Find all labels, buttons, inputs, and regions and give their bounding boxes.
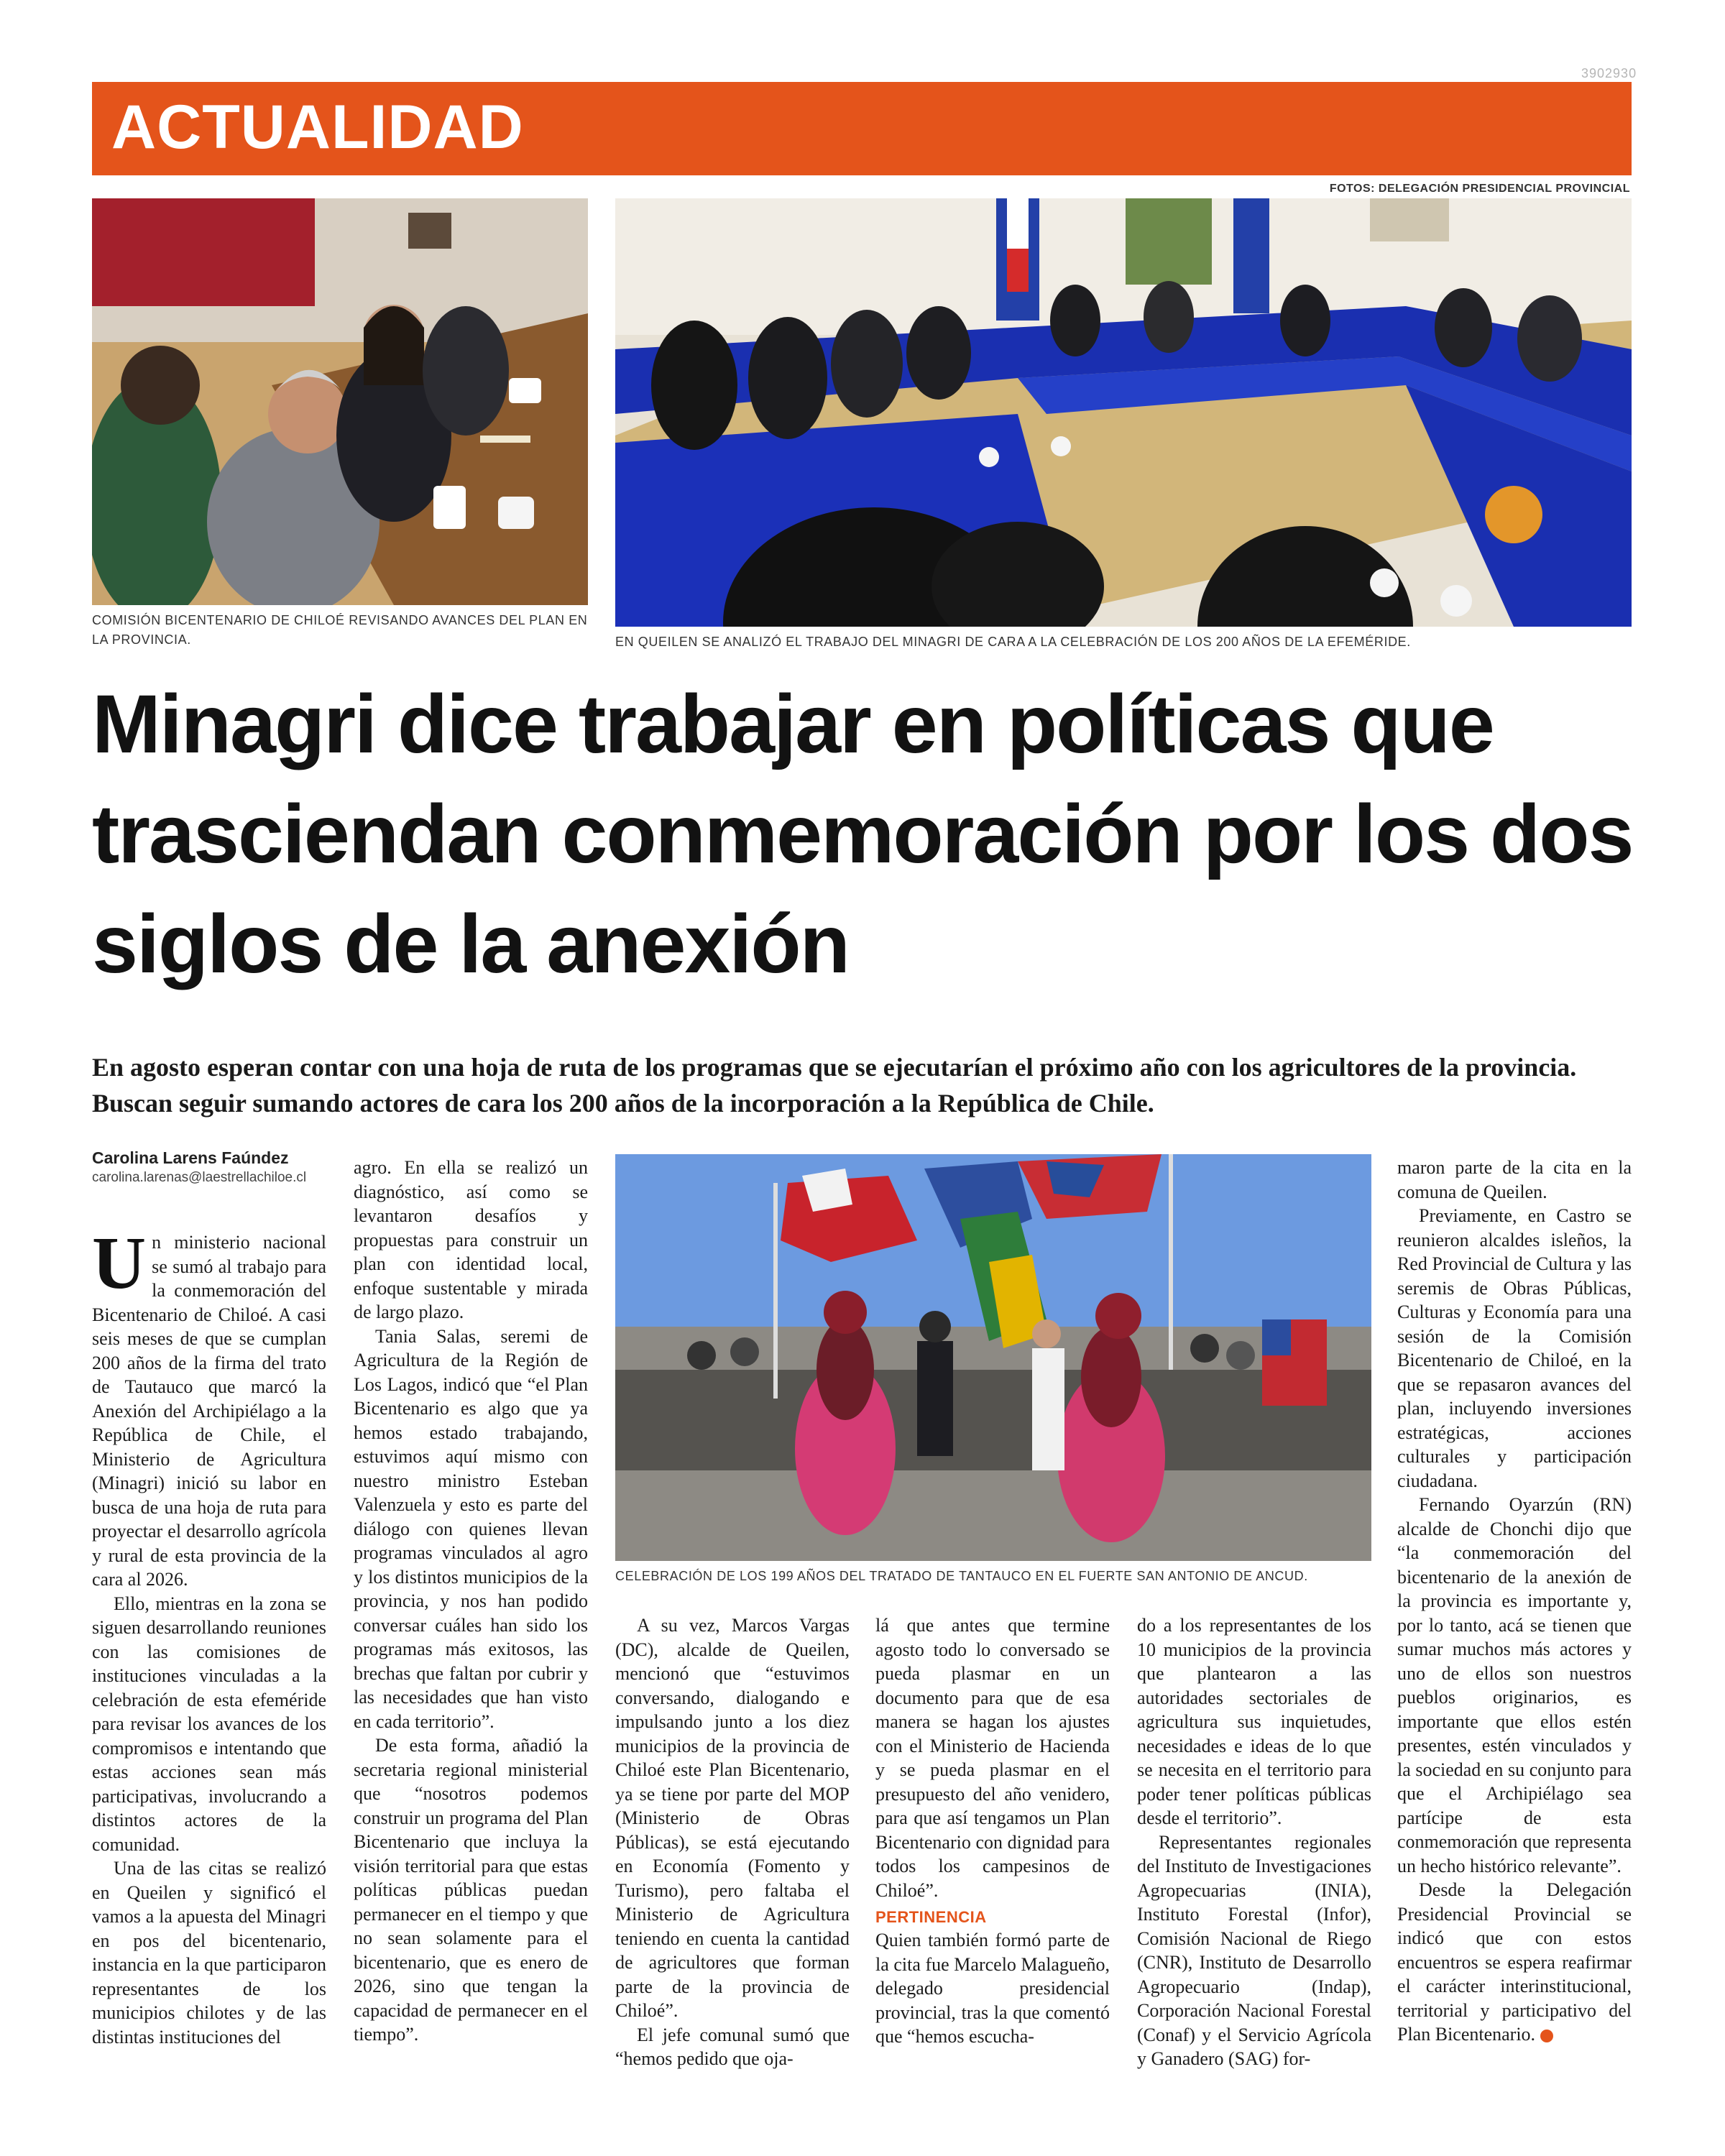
deck: En agosto esperan contar con una hoja de ruta de los programas que se ejecutarían el próximo año con los agricultores de la provincia. Buscan seguir sumando actores de cara los 200 años de la incorporación a la República de Chile. — [92, 1053, 1577, 1118]
body-paragraph: agro. En ella se realizó un diagnóstico, así como se levantaron desafíos y propuestas para construir un plan con identidad local, enfoque sustentable y mirada de largo plazo. — [354, 1157, 588, 1322]
photo-credit: FOTOS: DELEGACIÓN PRESIDENCIAL PROVINCIAL — [1329, 183, 1630, 195]
column-5 — [1137, 1613, 1371, 2071]
photo-caption-center: CELEBRACIÓN DE LOS 199 AÑOS DEL TRATADO DE TANTAUCO EN EL FUERTE SAN ANTONIO DE ANCUD. — [615, 1569, 1308, 1583]
body-paragraph — [1397, 1878, 1632, 2047]
photo-caption-left: COMISIÓN BICENTENARIO DE CHILOÉ REVISANDO AVANCES DEL PLAN EN LA PROVINCIA. — [92, 613, 588, 647]
body-paragraph: Representantes regionales del Instituto de Investigaciones Agropecuarias (INIA), Instituto Forestal (Infor), Comisión Nacional de Riego (CNR), Instituto de Desarrollo Agropecuario (Indap), Corporación Nacional Forestal (Conaf) y el Servicio Agrícola y Ganadero (SAG) for- — [1137, 1831, 1371, 2069]
section-title: ACTUALIDAD — [111, 93, 524, 162]
photo-tantauco-celebration — [615, 1154, 1371, 1561]
body-paragraph: maron parte de la cita en la comuna de Queilen. — [1397, 1157, 1632, 1202]
byline-email: carolina.larenas@laestrellachiloe.cl — [92, 1170, 307, 1185]
body-paragraph: lá que antes que termine agosto todo lo conversado se pueda plasmar en un documento para que de esa manera se hagan los ajustes con el Ministerio de Hacienda y se pueda plasmar en el presupuesto del año venidero, para que así tengamos un Plan Bicentenario con dignidad para todos los campesinos de Chiloé”. — [875, 1615, 1110, 1901]
column-4 — [875, 1613, 1110, 2049]
photo-queilen-meeting-image — [615, 198, 1632, 627]
body-paragraph: Fernando Oyarzún (RN) alcalde de Chonchi dijo que “la conmemoración del bicentenario de la anexión de la provincia es importante y, por lo tanto, acá se tienen que sumar muchos más actores y uno de ellos son nuestros pueblos originarios, es importante que ellos estén presentes, estén vinculados y la sociedad en su conjunto para que el Archipiélago sea partícipe de esta conmemoración que representa un hecho histórico relevante”. — [1397, 1494, 1632, 1876]
body-text: Desde la Delegación Presidencial Provincial se indicó que con estos encuentros se espera reafirmar el carácter interinstitucional, territorial y participativo del Plan Bicentenario. — [1397, 1879, 1632, 2045]
photo-caption-right: EN QUEILEN SE ANALIZÓ EL TRABAJO DEL MINAGRI DE CARA A LA CELEBRACIÓN DE LOS 200 AÑOS DE LA EFEMÉRIDE. — [615, 635, 1411, 649]
photo-queilen-meeting — [615, 198, 1632, 627]
photo-commission-meeting-image — [92, 198, 588, 605]
body-paragraph: A su vez, Marcos Vargas (DC), alcalde de Queilen, mencionó que “estuvimos conversando, dialogando e impulsando junto a los diez municipios de la provincia de Chiloé este Plan Bicentenario, ya se tiene por parte del MOP (Ministerio de Obras Públicas), se está ejecutando en Economía (Fomento y Turismo), pero faltaba el Ministerio de Agricultura teniendo en cuenta la cantidad de agricultores que forman parte de la provincia de Chiloé”. — [615, 1615, 850, 2021]
column-2 — [354, 1156, 588, 2047]
byline-name: Carolina Larens Faúndez — [92, 1148, 289, 1167]
body-paragraph: Una de las citas se realizó en Queilen y significó el vamos a la apuesta del Minagri en pos del bicentenario, instancia en la que participaron representantes de los municipios chilotes y de las distintas instituciones del — [92, 1858, 326, 2047]
body-paragraph: Tania Salas, seremi de Agricultura de la Región de Los Lagos, indicó que “el Plan Bicentenario es algo que ya hemos estado trabajando, estuvimos aquí mismo con nuestro ministro Esteban Valenzuela y esto es parte del diálogo con quienes llevan programas vinculados al agro y los distintos municipios de la provincia, y nos han podido conversar cuáles han sido los programas más exitosos, las brechas que faltan por cubrir y las necesidades que han visto en cada territorio”. — [354, 1325, 588, 1732]
end-of-article-icon: ● — [1540, 2030, 1553, 2042]
column-1 — [92, 1222, 326, 2049]
body-paragraph — [92, 1222, 326, 1592]
body-paragraph: El jefe comunal sumó que “hemos pedido que oja- — [615, 2024, 850, 2069]
body-paragraph: De esta forma, añadió la secretaria regional ministerial que “nosotros podemos construir un programa del Plan Bicentenario que incluya la visión territorial para que estas políticas públicas puedan permanecer en el tiempo y que no sean solamente para el bicentenario, que es enero de 2026, sino que tengan la capacidad de permanecer en el tiempo”. — [354, 1735, 588, 2045]
subhead-pertinencia: PERTINENCIA — [875, 1908, 987, 1926]
page-id: 3902930 — [1581, 66, 1637, 80]
photo-commission-meeting — [92, 198, 588, 605]
drop-cap: U — [92, 1222, 147, 1304]
body-paragraph: Previamente, en Castro se reunieron alcaldes isleños, la Red Provincial de Cultura y las seremis de Obras Públicas, Culturas y Economía para una sesión de la Comisión Bicentenario de Chiloé, en la que se repasaron avances del plan, incluyendo inversiones estratégicas, acciones culturales y participación ciudadana. — [1397, 1205, 1632, 1491]
body-text: n ministerio nacional se sumó al trabajo para la conmemoración del Bicentenario de Chiloé. A casi seis meses de que se cumplan 200 años de la firma del trato de Tautauco que marcó la Anexión del Archipiélago a la República de Chile, el Ministerio de Agricultura (Minagri) inició su labor en busca de una hoja de ruta para proyectar el desarrollo agrícola y rural de esta provincia de la cara al 2026. — [92, 1232, 326, 1590]
column-3 — [615, 1613, 850, 2071]
headline: Minagri dice trabajar en políticas que trasciendan conmemoración por los dos siglos de la anexión — [92, 678, 1633, 990]
body-paragraph: do a los representantes de los 10 municipios de la provincia que plantearon a las autoridades sectoriales de agricultura sus inquietudes, necesidades e ideas de lo que se necesita en el territorio para poder tener políticas públicas desde el territorio”. — [1137, 1615, 1371, 1828]
body-paragraph: Quien también formó parte de la cita fue Marcelo Malagueño, delegado presidencial provincial, tras la que comentó que “hemos escucha- — [875, 1930, 1110, 2047]
column-6 — [1397, 1156, 1632, 2047]
photo-tantauco-celebration-image — [615, 1154, 1371, 1561]
body-paragraph: Ello, mientras en la zona se siguen desarrollando reuniones con las comisiones de instituciones vinculadas a la celebración de esta efeméride para revisar los avances de los compromisos e intentando que estas acciones sean más participativas, involucrando a distintos actores de la comunidad. — [92, 1593, 326, 1855]
